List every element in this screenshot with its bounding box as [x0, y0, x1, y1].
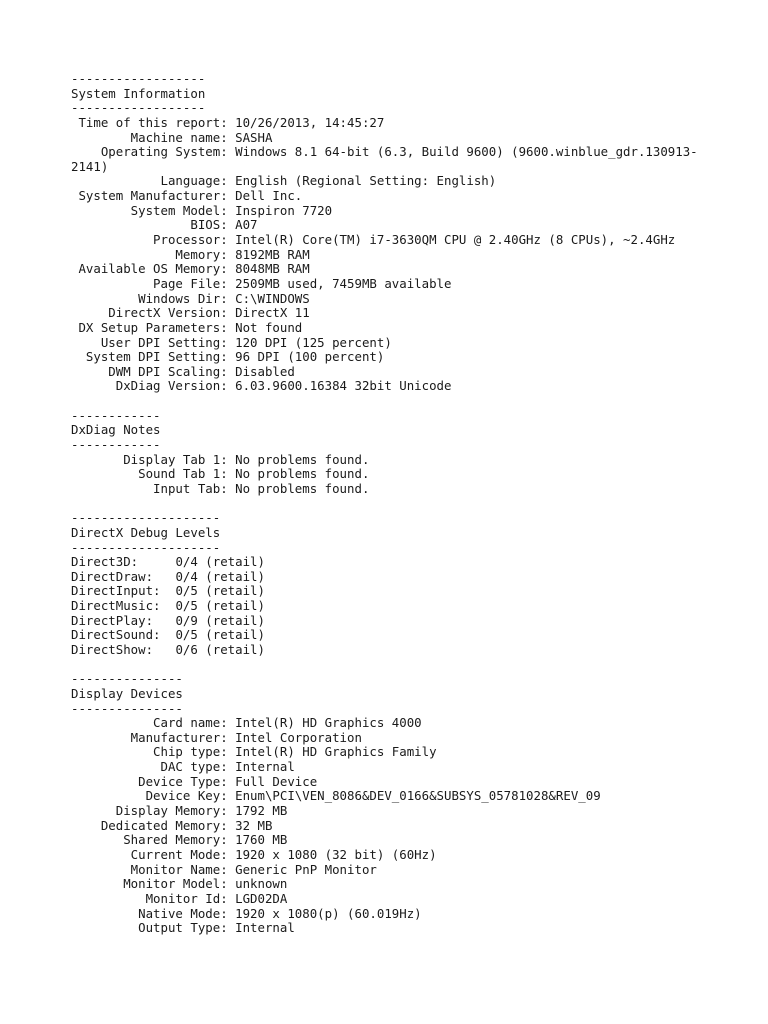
report-row — [71, 262, 698, 277]
field-label: Native Mode: — [71, 905, 228, 921]
report-row — [71, 614, 698, 629]
field-label: System Model: — [71, 202, 228, 218]
field-value: 0/5 (retail) — [175, 598, 265, 614]
field-value: Internal — [235, 759, 295, 775]
field-label: System Manufacturer: — [71, 188, 228, 204]
section-rule: -------------------- — [71, 510, 221, 526]
field-label: User DPI Setting: — [71, 334, 228, 350]
report-row — [71, 760, 698, 775]
report-row — [71, 628, 698, 643]
report-row — [71, 174, 698, 189]
field-label: Current Mode: — [71, 846, 228, 862]
report-row — [71, 365, 698, 380]
field-label: DirectShow: — [71, 641, 168, 657]
field-value: 0/9 (retail) — [175, 612, 265, 628]
field-value: 96 DPI (100 percent) — [235, 349, 385, 365]
field-label: Display Memory: — [71, 803, 228, 819]
report-row — [71, 570, 698, 585]
section-rule: ------------------ — [71, 71, 206, 86]
report-row — [71, 643, 698, 658]
field-value: 0/5 (retail) — [175, 583, 265, 599]
report-row — [71, 350, 698, 365]
field-value: No problems found. — [235, 480, 370, 496]
field-label: Windows Dir: — [71, 290, 228, 306]
report-row — [71, 482, 698, 497]
field-value: A07 — [235, 217, 258, 233]
field-value: 32 MB — [235, 817, 273, 833]
field-label: DirectDraw: — [71, 568, 168, 584]
report-row — [71, 731, 698, 746]
field-value: Internal — [235, 920, 295, 936]
report-row — [71, 218, 698, 233]
field-value: 8192MB RAM — [235, 246, 310, 262]
report-row — [71, 819, 698, 834]
field-label: Machine name: — [71, 129, 228, 145]
blank-line — [71, 394, 698, 409]
report-row — [71, 321, 698, 336]
report-row — [71, 555, 698, 570]
field-label: Dedicated Memory: — [71, 817, 228, 833]
field-value: Full Device — [235, 773, 318, 789]
field-value: 1920 x 1080 (32 bit) (60Hz) — [235, 846, 437, 862]
field-label: Page File: — [71, 275, 228, 291]
report-row — [71, 453, 698, 468]
field-value: 1792 MB — [235, 803, 288, 819]
field-value: 1760 MB — [235, 832, 288, 848]
field-label: Device Type: — [71, 773, 228, 789]
field-label: Sound Tab 1: — [71, 466, 228, 482]
field-label: Display Tab 1: — [71, 451, 228, 467]
report-row — [71, 145, 698, 160]
field-label: DirectX Version: — [71, 305, 228, 321]
report-row — [71, 789, 698, 804]
field-label: Processor: — [71, 232, 228, 248]
section-rule: --------------- — [71, 671, 183, 687]
report-row — [71, 248, 698, 263]
report-row — [71, 863, 698, 878]
field-value: Disabled — [235, 363, 295, 379]
field-value: LGD02DA — [235, 890, 288, 906]
report-row — [71, 599, 698, 614]
field-label: Card name: — [71, 715, 228, 731]
section-title: Display Devices — [71, 685, 183, 701]
field-value: C:\WINDOWS — [235, 290, 310, 306]
field-label: Operating System: — [71, 144, 228, 160]
field-label: Input Tab: — [71, 480, 228, 496]
field-label: Available OS Memory: — [71, 261, 228, 277]
field-value: DirectX 11 — [235, 305, 310, 321]
field-label: Manufacturer: — [71, 729, 228, 745]
field-value: English (Regional Setting: English) — [235, 173, 497, 189]
field-value: No problems found. — [235, 466, 370, 482]
field-value: 1920 x 1080(p) (60.019Hz) — [235, 905, 422, 921]
report-row — [71, 892, 698, 907]
field-value: SASHA — [235, 129, 273, 145]
report-row — [71, 921, 698, 936]
field-value: No problems found. — [235, 451, 370, 467]
report-row — [71, 877, 698, 892]
field-label: Chip type: — [71, 744, 228, 760]
report-row — [71, 336, 698, 351]
field-value: 2509MB used, 7459MB available — [235, 275, 452, 291]
report-row — [71, 233, 698, 248]
section-rule: -------------------- — [71, 539, 221, 555]
field-label: Language: — [71, 173, 228, 189]
report-row — [71, 804, 698, 819]
field-label: Monitor Id: — [71, 890, 228, 906]
field-value: 120 DPI (125 percent) — [235, 334, 392, 350]
field-value: 0/4 (retail) — [175, 568, 265, 584]
field-value: Generic PnP Monitor — [235, 861, 377, 877]
report-row — [71, 292, 698, 307]
report-row — [71, 907, 698, 922]
field-label: DirectPlay: — [71, 612, 168, 628]
dxdiag-report — [71, 72, 698, 936]
report-row — [71, 716, 698, 731]
section-title: System Information — [71, 85, 206, 101]
field-label: DAC type: — [71, 759, 228, 775]
section-rule: --------------- — [71, 700, 183, 716]
field-label: Monitor Name: — [71, 861, 228, 877]
field-value: Not found — [235, 319, 303, 335]
report-row — [71, 775, 698, 790]
report-row — [71, 306, 698, 321]
section-title: DirectX Debug Levels — [71, 524, 221, 540]
report-row — [71, 379, 698, 394]
field-value: Intel(R) HD Graphics Family — [235, 744, 437, 760]
field-label: System DPI Setting: — [71, 349, 228, 365]
field-value: Intel Corporation — [235, 729, 362, 745]
field-label: Direct3D: — [71, 554, 168, 570]
field-label: Output Type: — [71, 920, 228, 936]
field-value: Windows 8.1 64-bit (6.3, Build 9600) (9600.winblue_gdr.130913- — [235, 144, 698, 160]
field-label: BIOS: — [71, 217, 228, 233]
field-value: 6.03.9600.16384 32bit Unicode — [235, 378, 452, 394]
field-label: DirectSound: — [71, 627, 168, 643]
report-row — [71, 467, 698, 482]
report-row — [71, 833, 698, 848]
section-rule: ------------ — [71, 437, 161, 453]
blank-line — [71, 658, 698, 673]
field-value: unknown — [235, 876, 288, 892]
field-value: Inspiron 7720 — [235, 202, 333, 218]
report-row — [71, 189, 698, 204]
section-title: DxDiag Notes — [71, 422, 161, 438]
section-rule: ------------ — [71, 407, 161, 423]
report-row — [71, 116, 698, 131]
field-label: Device Key: — [71, 788, 228, 804]
field-value: Dell Inc. — [235, 188, 303, 204]
report-row — [71, 204, 698, 219]
section-rule: ------------------ — [71, 100, 206, 116]
field-label: DWM DPI Scaling: — [71, 363, 228, 379]
report-row — [71, 131, 698, 146]
field-label: DirectInput: — [71, 583, 168, 599]
field-value: Enum\PCI\VEN_8086&DEV_0166&SUBSYS_05781028&REV_09 — [235, 788, 601, 804]
field-label: DxDiag Version: — [71, 378, 228, 394]
field-value: 0/5 (retail) — [175, 627, 265, 643]
field-label: DX Setup Parameters: — [71, 319, 228, 335]
blank-line — [71, 497, 698, 512]
field-label: Monitor Model: — [71, 876, 228, 892]
field-label: Shared Memory: — [71, 832, 228, 848]
report-row — [71, 277, 698, 292]
report-row — [71, 584, 698, 599]
field-value: Intel(R) Core(TM) i7-3630QM CPU @ 2.40GHz (8 CPUs), ~2.4GHz — [235, 232, 676, 248]
field-value: 0/6 (retail) — [175, 641, 265, 657]
field-value: 0/4 (retail) — [175, 554, 265, 570]
field-value: Intel(R) HD Graphics 4000 — [235, 715, 422, 731]
field-label: Memory: — [71, 246, 228, 262]
report-row — [71, 848, 698, 863]
field-label: Time of this report: — [71, 114, 228, 130]
field-label: DirectMusic: — [71, 598, 168, 614]
field-value: 8048MB RAM — [235, 261, 310, 277]
field-value: 10/26/2013, 14:45:27 — [235, 114, 385, 130]
field-value-continued: 2141) — [71, 158, 109, 174]
report-row — [71, 745, 698, 760]
